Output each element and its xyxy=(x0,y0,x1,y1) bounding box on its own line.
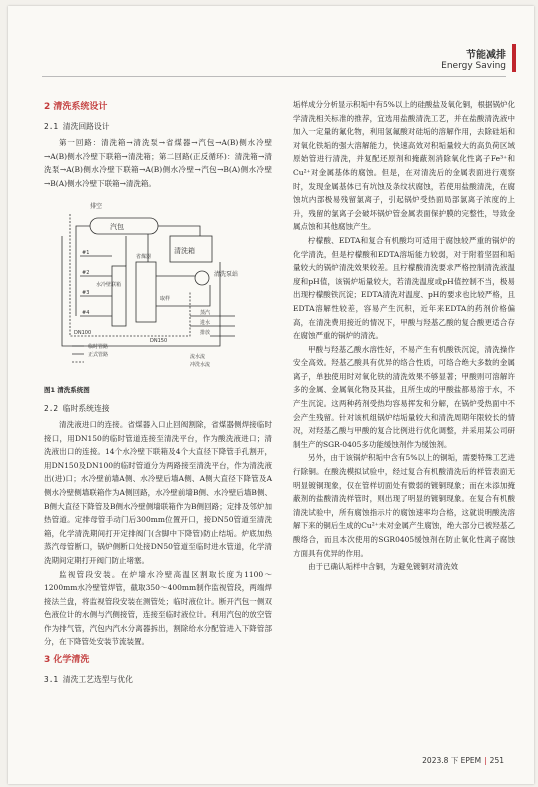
pump-shape xyxy=(195,271,209,285)
footer-page: 251 xyxy=(489,756,504,765)
label-inlet: 进水 xyxy=(200,320,211,327)
label-n3: #3 xyxy=(82,290,90,297)
header-cn: 节能减排 xyxy=(466,50,506,61)
label-n2: #2 xyxy=(82,270,90,277)
header-en: Energy Saving xyxy=(441,61,506,71)
paragraph-temp-connection: 清洗液进口的连接。省煤器入口止回阀割除，省煤器侧焊接临时接口，用DN150的临时管道连接至清洗平台，作为酸洗液进口；清洗液出口的连接。14个水冷壁下联箱及4个大直径下降管手孔割开，用DN150及DN100的临时管道分为两路接至清洗平台，作为清洗液出(进)口；水冷壁前墙A侧、水冷壁后墙A侧、A侧大直径下降管及A侧水冷壁侧墙联箱作为A侧回路，水冷壁前墙B侧、水冷壁后墙B侧、B侧大直径下降管及B侧水冷壁侧墙联箱作为B侧回路；定排及邻炉加热管道。定排母管手动门后300mm位置开口，接DN50管道至清洗箱，化学清洗期间打开定排阀门(含脚中下降管)防止结垢。炉底加热蒸汽母管断口，锅炉侧断口处接DN50管道至临时进水管道，化学清洗期间定期打开阀门防止堵塞。 xyxy=(44,419,272,565)
label-sample: 取样 xyxy=(160,296,171,303)
label-econ: 省煤器 xyxy=(136,254,152,261)
paragraph-r4: 另外，由于该锅炉积垢中含有5%以上的铜垢，需要特殊工艺进行除铜。在酸洗模拟试验中，经过复合有机酸清洗后的样管表面无明显镀铜现象，仅在管样切面处有微弱的镀铜现象；而在未添加掩蔽剂的盐酸清洗样管时，则出现了明显的镀铜现象。在复合有机酸清洗试验中，所有腐蚀指示片的腐蚀速率均合格，这就说明酸洗溶解下来的铜后生成的Cu²⁺未对金属产生腐蚀，绝大部分已被羟基乙酸络合，而且本次使用的SGR0405缓蚀剂在防止氧化性离子腐蚀方面具有优异的作用。 xyxy=(293,453,515,558)
header-accent-bar xyxy=(512,44,516,72)
paragraph-r3: 甲酸与羟基乙酸水溶性好，不易产生有机酸铁沉淀，清洗操作安全高效。羟基乙酸具有优异的络合性质，可络合绝大多数的金属离子，单独使用时对氧化铁的清洗效果不够显著；甲酸则可溶解许多的金属、金属氧化物及其盐，且所生成的甲酸盐都易溶于水，不产生沉淀。这两种药剂受热均容易挥发和分解，在锅炉受热面中不会产生残留。针对该机组锅炉结垢量较大和清洗周期年限较长的情况，对羟基乙酸与甲酸的复合比例进行优化调整，并采用某公司研制生产的SGR-0405多功能缓蚀剂作为缓蚀剂。 xyxy=(293,344,515,449)
heading-3-1: 3.1 清洗工艺选型与优化 xyxy=(44,675,133,685)
label-dn100: DN100 xyxy=(74,330,92,337)
footer-issue: 2023.8 下 EPEM xyxy=(422,756,482,765)
heading-2-2: 2.2 临时系统连接 xyxy=(44,403,110,413)
wall-header-shape xyxy=(112,266,126,326)
paragraph-circuit: 第一回路：清洗箱→清洗泵→省煤器→汽包→A(B)侧水冷壁→A(B)侧水冷壁下联箱→清洗箱；第二回路(正反循环)：清洗箱→清洗泵→A(B)侧水冷壁下联箱→A(B)侧水冷壁→汽包→B(A)侧水冷壁→B(A)侧水冷壁下联箱→清洗箱。 xyxy=(44,138,272,188)
section-header xyxy=(441,46,506,71)
label-tank: 清洗箱 xyxy=(174,247,195,256)
heading-3: 3 化学清洗 xyxy=(44,655,90,666)
label-n4: #4 xyxy=(82,310,90,317)
paragraph-r1: 垢样成分分析显示积垢中有5%以上的硅酸盐及氧化铜，根据锅炉化学清洗相关标准的推荐，宜选用盐酸清洗工艺，并在盐酸清洗液中加入一定量的氟化物，利用氢氟酸对硅垢的溶解作用，去除硅垢和对氧化铁垢的强大溶解能力，快速高效对积垢量较大的高负荷区域原始管进行清洗，并复配还原剂和掩蔽剂消除氧化性离子Fe³⁺和Cu²⁺对金属基体的腐蚀。但是，在对清洗后的金属表面进行观察时，发现金属基体已有坑蚀及条纹状腐蚀，若使用盐酸清洗，在腐蚀坑内部极易残留氯离子，引起锅炉受热面局部氯离子浓度的上升，残留的氯离子会破坏锅炉管金属表面保护膜的完整性，导致金属点蚀和其他腐蚀产生。 xyxy=(293,100,515,232)
label-wall: 水冷壁联箱 xyxy=(96,282,122,289)
footer-separator: | xyxy=(484,756,487,765)
label-n1: #1 xyxy=(82,250,90,257)
economizer-shape xyxy=(136,262,156,322)
label-steam: 蒸汽 xyxy=(200,310,211,317)
legend-flush: 冲洗水流 xyxy=(190,362,211,369)
drum-shape xyxy=(90,218,158,234)
right-column xyxy=(293,98,515,574)
legend-temp: 临时管路 xyxy=(88,344,109,351)
legend-flow: 流水流 xyxy=(190,354,206,361)
label-pump: 清洗泵站 xyxy=(214,271,239,279)
legend-formal: 正式管路 xyxy=(88,352,109,359)
paragraph-r5: 由于已确认垢样中含铜，为避免镀铜对清洗效 xyxy=(308,562,458,572)
paragraph-monitor: 监视管段安装。在炉墙水冷壁高温区割取长度为1100～1200mm水冷壁管焊管，截取350～400mm制作监视管段，两端焊接法兰盘，将监视管段安装在测管处；临时液位计。断开汽包一侧双色液位计的水侧与汽侧接管，连接至临时液位计。利用汽包的放空管作为排气管，汽包内汽水分离器拆出，割除给水分配管进入下降管部分，在下降管处安装节流装置。 xyxy=(44,569,272,647)
diagram-svg xyxy=(50,196,250,382)
page xyxy=(8,6,534,784)
cleaning-system-diagram xyxy=(50,196,250,382)
figure-caption: 图1 清洗系统图 xyxy=(44,386,90,395)
paragraph-r2: 柠檬酸、EDTA和复合有机酸均可适用于腐蚀较严重的锅炉的化学清洗，但是柠檬酸和EDTA溶垢能力较弱，对于附着坚固和垢量较大的锅炉清洗效果较差。且柠檬酸清洗要求严格控制清洗液温度和pH值，该锅炉垢量较大，若清洗温度或pH值控制不当，极易出现柠檬酸铁沉淀；EDTA清洗对温度、pH的要求也比较严格，且EDTA溶解性较差，容易产生沉积，近年来EDTA的药剂价格偏高，在清洗费用接近的情况下，甲酸与羟基乙酸的复合酸更适合存在腐蚀严重的锅炉的清洗。 xyxy=(293,235,515,341)
label-dn150: DN150 xyxy=(150,338,168,345)
left-column xyxy=(44,98,272,689)
heading-2-1: 2.1 清洗回路设计 xyxy=(44,122,110,131)
label-drum: 汽包 xyxy=(110,223,124,232)
header-divider xyxy=(42,76,506,77)
heading-2: 2 清洗系统设计 xyxy=(44,102,108,112)
page-footer xyxy=(422,755,504,766)
label-drain: 排放 xyxy=(200,330,211,337)
label-top: 排空 xyxy=(90,203,103,211)
